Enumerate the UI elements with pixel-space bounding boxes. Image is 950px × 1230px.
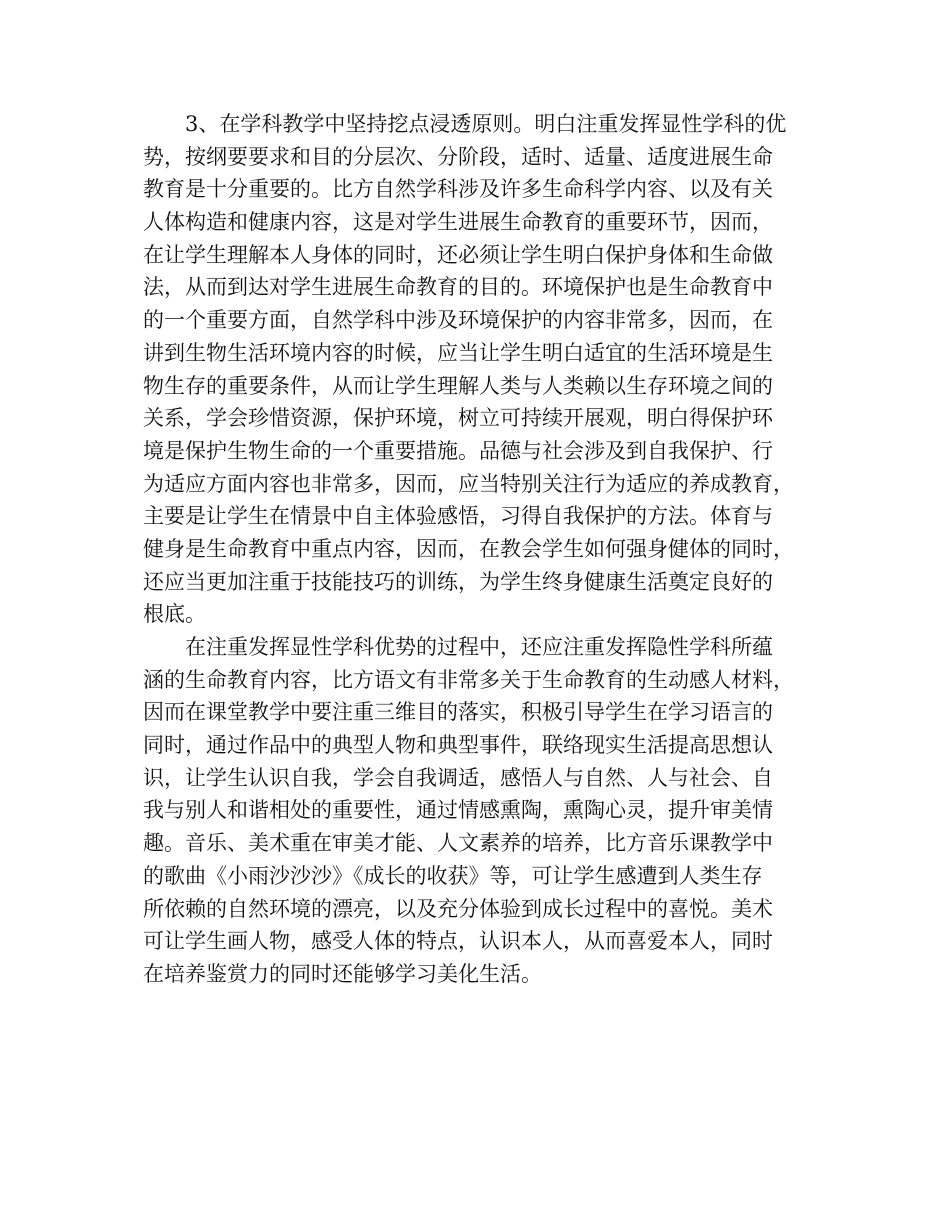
paragraph-2 [143, 631, 811, 991]
text-line: 根底。 [143, 602, 206, 627]
document-body [143, 108, 811, 991]
text-line: 境是保护生物生命的一个重要措施。品德与社会涉及到自我保护、行 [143, 438, 773, 463]
text-line: 同时，通过作品中的典型人物和典型事件，联络现实生活提高思想认 [143, 733, 773, 758]
paragraph-1 [143, 108, 811, 631]
text-line: 健身是生命教育中重点内容，因而，在教会学生如何强身健体的同时， [143, 536, 794, 561]
text-line: 因而在课堂教学中要注重三维目的落实，积极引导学生在学习语言的 [143, 700, 773, 725]
text-line: 识，让学生认识自我，学会自我调适，感悟人与自然、人与社会、自 [143, 765, 773, 790]
text-line: 人体构造和健康内容，这是对学生进展生命教育的重要环节，因而， [143, 210, 773, 235]
text-line: 在让学生理解本人身体的同时，还必须让学生明白保护身体和生命做 [143, 242, 773, 267]
text-line: 讲到生物生活环境内容的时候，应当让学生明白适宜的生活环境是生 [143, 340, 773, 365]
text-line: 法，从而到达对学生进展生命教育的目的。环境保护也是生命教育中 [143, 275, 773, 300]
text-line: 教育是十分重要的。比方自然学科涉及许多生命科学内容、以及有关 [143, 177, 773, 202]
text-line: 所依赖的自然环境的漂亮，以及充分体验到成长过程中的喜悦。美术 [143, 896, 773, 921]
text-line: 在注重发挥显性学科优势的过程中，还应注重发挥隐性学科所蕴 [185, 635, 773, 659]
text-line: 主要是让学生在情景中自主体验感悟，习得自我保护的方法。体育与 [143, 504, 773, 529]
text-line: 的歌曲《小雨沙沙沙》《成长的收获》等，可让学生感遭到人类生存 [143, 863, 763, 888]
text-line: 我与别人和谐相处的重要性，通过情感熏陶，熏陶心灵，提升审美情 [143, 798, 773, 823]
text-line: 势，按纲要要求和目的分层次、分阶段，适时、适量、适度进展生命 [143, 144, 773, 169]
text-line: 3、在学科教学中坚持挖点浸透原则。明白注重发挥显性学科的优 [185, 112, 787, 136]
text-line: 关系，学会珍惜资源，保护环境，树立可持续开展观，明白得保护环 [143, 406, 773, 431]
text-line: 物生存的重要条件，从而让学生理解人类与人类赖以生存环境之间的 [143, 373, 773, 398]
text-line: 涵的生命教育内容，比方语文有非常多关于生命教育的生动感人材料， [143, 667, 794, 692]
text-line: 的一个重要方面，自然学科中涉及环境保护的内容非常多，因而，在 [143, 308, 773, 333]
text-line: 可让学生画人物，感受人体的特点，认识本人，从而喜爱本人，同时 [143, 929, 773, 954]
text-line: 还应当更加注重于技能技巧的训练，为学生终身健康生活奠定良好的 [143, 569, 773, 594]
text-line: 在培养鉴赏力的同时还能够学习美化生活。 [143, 961, 542, 986]
text-line: 趣。音乐、美术重在审美才能、人文素养的培养，比方音乐课教学中 [143, 831, 773, 856]
text-line: 为适应方面内容也非常多，因而，应当特别关注行为适应的养成教育， [143, 471, 794, 496]
